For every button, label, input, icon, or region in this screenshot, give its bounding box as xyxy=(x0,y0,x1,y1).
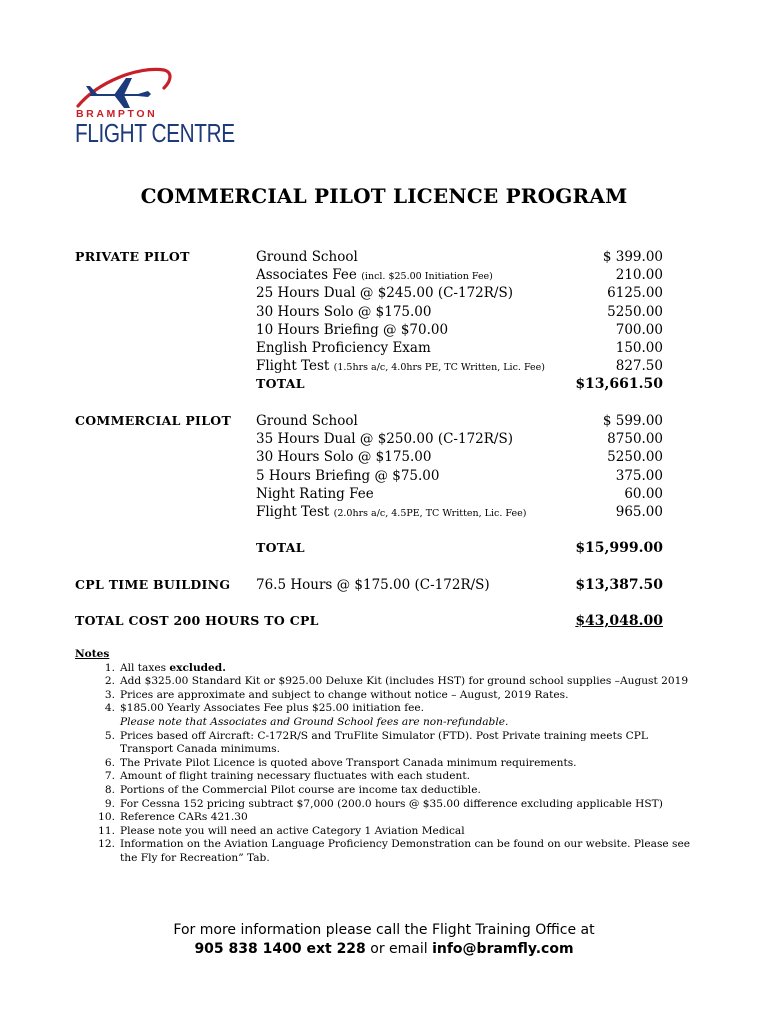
list-item: 5. Prices based off Aircraft: C-172R/S and TruFlite Simulator (FTD). Post Private training meets CPL Transport Canada minimums. xyxy=(104,729,648,756)
line-item: 10 Hours Briefing @ $70.00 xyxy=(256,321,449,338)
line-amount: $ 599.00 xyxy=(602,413,663,429)
line-item: English Proficiency Exam xyxy=(256,340,431,356)
list-item: 6. The Private Pilot Licence is quoted above Transport Canada minimum requirements. xyxy=(104,756,577,769)
list-item: 8. Portions of the Commercial Pilot course are income tax deductible. xyxy=(104,783,481,796)
line-item: Associates Fee (incl. $25.00 Initiation Fee) xyxy=(256,267,493,284)
line-item: 30 Hours Solo @ $175.00 xyxy=(256,449,432,466)
table-row xyxy=(75,467,665,485)
logo-flight-centre-text: FLIGHT CENTRE xyxy=(75,118,235,148)
line-amount: 965.00 xyxy=(615,504,663,520)
line-item-note: (incl. $25.00 Initiation Fee) xyxy=(361,271,493,283)
line-item: Ground School xyxy=(256,413,358,429)
line-amount: $13,387.50 xyxy=(575,577,663,593)
line-amount: 827.50 xyxy=(615,358,663,375)
list-item: 12. Information on the Aviation Language Proficiency Demonstration can be found on our website. Please see the Fly for Recreation” Tab. xyxy=(98,838,691,864)
contact-details xyxy=(0,940,768,959)
line-item: Ground School xyxy=(256,249,358,265)
logo-brampton-text: BRAMPTON xyxy=(76,108,158,120)
list-item: 1. All taxes excluded. xyxy=(104,661,226,674)
line-item: 35 Hours Dual @ $250.00 (C-172R/S) xyxy=(256,431,513,448)
or-email-text: or email xyxy=(365,941,433,957)
line-item-note: (1.5hrs a/c, 4.0hrs PE, TC Written, Lic. Fee) xyxy=(333,362,545,374)
total-amount: $15,999.00 xyxy=(575,540,663,557)
grand-total-amount: $43,048.00 xyxy=(575,613,663,629)
notes-title: Notes xyxy=(75,648,110,660)
line-item: 76.5 Hours @ $175.00 (C-172R/S) xyxy=(256,577,490,593)
line-amount: 5250.00 xyxy=(607,303,663,320)
list-item: 3. Prices are approximate and subject to change without notice – August, 2019 Rates. xyxy=(104,688,569,701)
section-label: COMMERCIAL PILOT xyxy=(75,413,232,428)
total-row xyxy=(75,539,665,557)
section-label: CPL TIME BUILDING xyxy=(75,577,231,592)
line-item: Night Rating Fee xyxy=(256,485,374,502)
line-amount: 6125.00 xyxy=(607,285,663,302)
page-title: COMMERCIAL PILOT LICENCE PROGRAM xyxy=(140,184,628,208)
table-row xyxy=(75,303,665,321)
list-item: 7. Amount of flight training necessary fluctuates with each student. xyxy=(104,770,470,783)
table-row xyxy=(75,485,665,503)
line-amount: $ 399.00 xyxy=(602,249,663,265)
brampton-flight-centre-logo xyxy=(68,64,235,156)
table-row xyxy=(75,266,665,284)
table-row xyxy=(75,284,665,302)
table-row xyxy=(75,576,665,594)
line-item: 5 Hours Briefing @ $75.00 xyxy=(256,467,440,484)
line-amount: 5250.00 xyxy=(607,449,663,466)
table-row xyxy=(75,339,665,357)
grand-total-label: TOTAL COST 200 HOURS TO CPL xyxy=(75,613,319,628)
phone-number: 905 838 1400 ext 228 xyxy=(194,941,366,957)
list-item: 10. Reference CARs 421.30 xyxy=(98,811,248,824)
table-row xyxy=(75,321,665,339)
table-row xyxy=(75,248,665,266)
section-label: PRIVATE PILOT xyxy=(75,249,190,264)
table-row xyxy=(75,448,665,466)
line-item: 30 Hours Solo @ $175.00 xyxy=(256,303,432,320)
list-item: 2. Add $325.00 Standard Kit or $925.00 Deluxe Kit (includes HST) for ground school supplies –August 2019 xyxy=(104,675,689,688)
line-amount: 375.00 xyxy=(615,467,663,484)
line-amount: 60.00 xyxy=(624,485,663,502)
line-amount: 8750.00 xyxy=(607,431,663,448)
grand-total-row xyxy=(75,612,665,630)
total-label: TOTAL xyxy=(256,376,305,392)
list-item: 11. Please note you will need an active Category 1 Aviation Medical xyxy=(98,824,465,837)
line-item: Flight Test (1.5hrs a/c, 4.0hrs PE, TC Written, Lic. Fee) xyxy=(256,358,545,375)
line-item: Flight Test (2.0hrs a/c, 4.5PE, TC Written, Lic. Fee) xyxy=(256,504,527,520)
total-amount: $13,661.50 xyxy=(575,376,663,393)
line-item: 25 Hours Dual @ $245.00 (C-172R/S) xyxy=(256,285,513,302)
notes-section xyxy=(75,648,695,866)
contact-footer xyxy=(0,921,768,959)
line-amount: 210.00 xyxy=(615,267,663,284)
notes-list xyxy=(75,662,695,866)
line-amount: 700.00 xyxy=(615,321,663,338)
list-item: 4. $185.00 Yearly Associates Fee plus $25.00 initiation fee. Please note that Associates and Ground School fees are non-refundable. xyxy=(104,702,509,728)
line-item-note: (2.0hrs a/c, 4.5PE, TC Written, Lic. Fee) xyxy=(333,508,527,519)
table-row xyxy=(75,503,665,521)
table-row xyxy=(75,412,665,430)
list-item: 9. For Cessna 152 pricing subtract $7,000 (200.0 hours @ $35.00 difference excluding applicable HST) xyxy=(104,797,663,810)
line-amount: 150.00 xyxy=(615,340,663,356)
table-row xyxy=(75,357,665,375)
email-link[interactable]: info@bramfly.com xyxy=(432,941,574,957)
contact-line: For more information please call the Flight Training Office at xyxy=(173,922,595,938)
total-row xyxy=(75,375,665,393)
total-label: TOTAL xyxy=(256,540,305,556)
table-row xyxy=(75,430,665,448)
